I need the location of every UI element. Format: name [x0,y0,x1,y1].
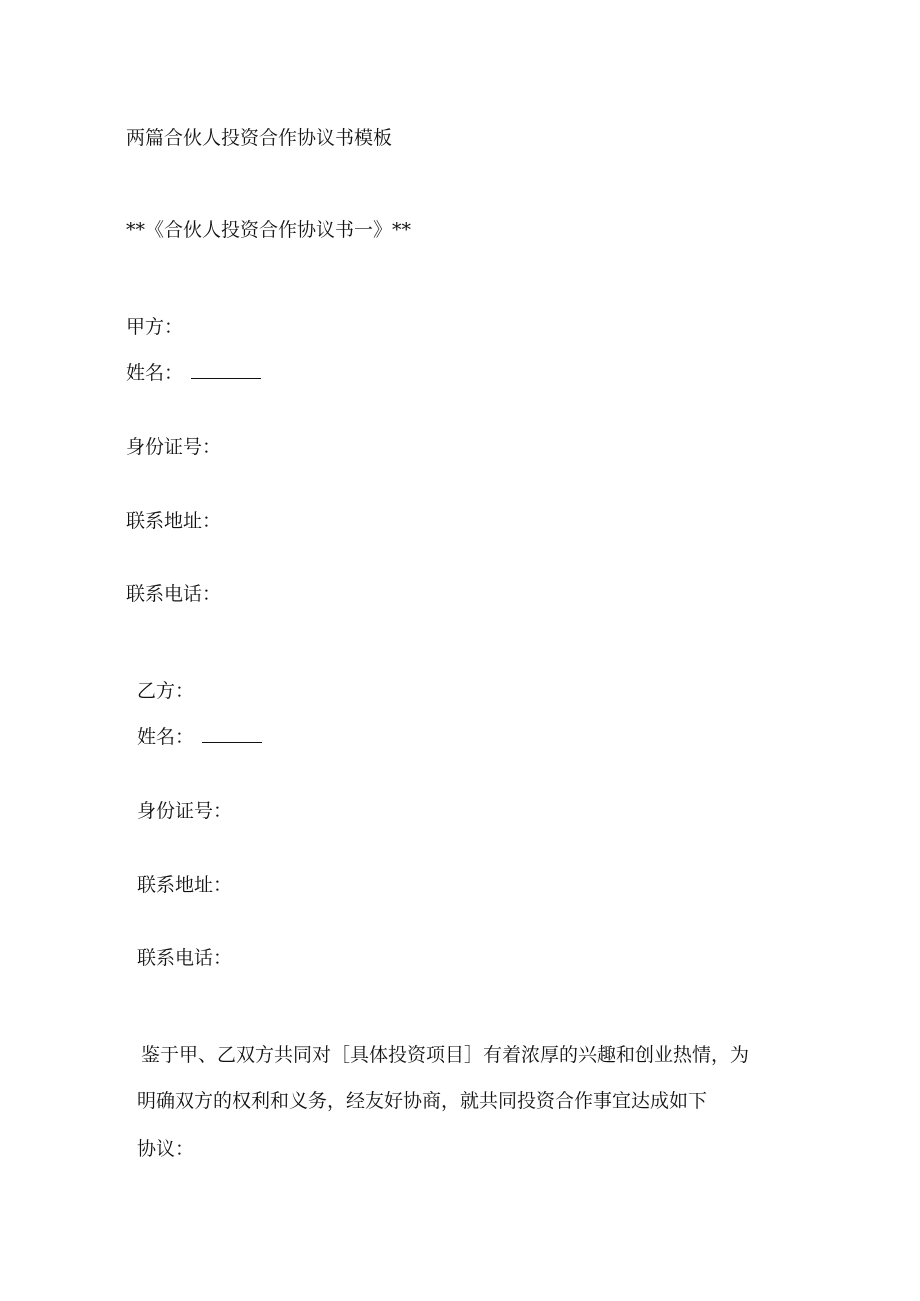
party-b-phone-label: 联系电话： [137,947,233,969]
agreement-subtitle: **《合伙人投资合作协议书一》** [126,219,412,241]
preamble-line-2: 明确双方的权利和义务，经友好协商，就共同投资合作事宜达成如下 [137,1090,708,1112]
party-b-address-label: 联系地址： [137,874,233,896]
party-a-phone-label: 联系电话： [126,583,222,605]
party-a-name-row [126,361,261,385]
party-b-name-blank [202,726,262,743]
party-a-id-label: 身份证号： [126,436,222,458]
party-b-name-row [137,725,262,749]
party-a-name-label: 姓名： [126,362,184,384]
party-b-name-label: 姓名： [137,726,195,748]
document-title: 两篇合伙人投资合作协议书模板 [126,127,393,149]
party-b-heading: 乙方： [137,680,195,702]
party-a-address-label: 联系地址： [126,510,222,532]
party-a-name-blank [191,362,261,379]
party-a-heading: 甲方： [126,316,184,338]
preamble-line-3: 协议： [137,1138,195,1160]
preamble-line-1: 鉴于甲、乙双方共同对［具体投资项目］有着浓厚的兴趣和创业热情，为 [141,1044,750,1066]
party-b-id-label: 身份证号： [137,800,233,822]
